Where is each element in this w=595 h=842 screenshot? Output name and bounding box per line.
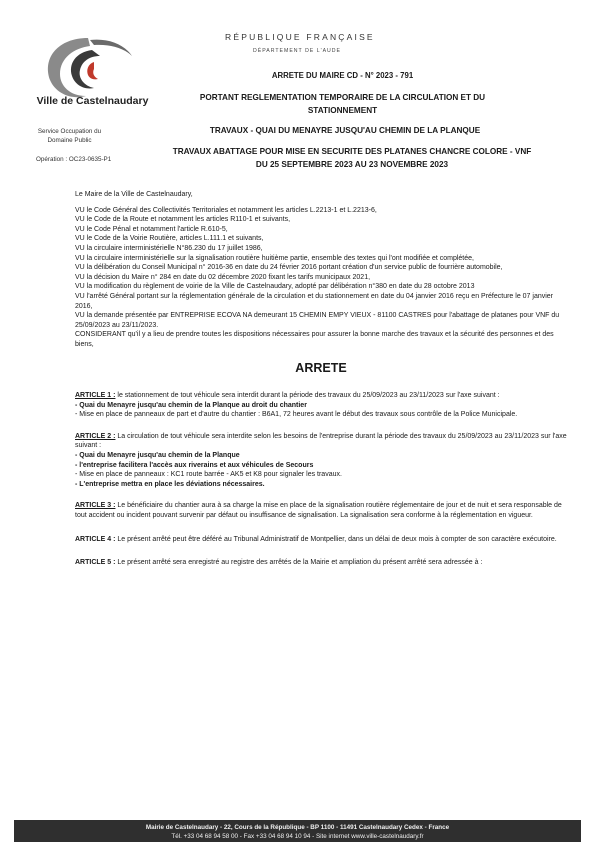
- works-description: [112, 145, 592, 171]
- decree-number: ARRETE DU MAIRE CD - N° 2023 - 791: [271, 71, 414, 80]
- preamble-item: VU l'arrêté Général portant sur la réglementation générale de la circulation et du stationnement en date du 04 janvier 2016 reçu en Préfecture le 07 janvier 2016,: [75, 292, 554, 310]
- operation-number: Opération : OC23-0635-P1: [36, 156, 112, 163]
- article-2-label: ARTICLE 2 :: [75, 432, 116, 440]
- article-1: [75, 391, 567, 401]
- article-3-text: Le bénéficiaire du chantier aura à sa charge la mise en place de la signalisation routière réglementaire de jour et de nuit et sera responsable de tout accident ou incident pouvant survenir par défaut ou insuffisance de signalisation. La signalisation sera conforme à la réglementation en vigueur.: [75, 502, 562, 520]
- article-4-text: Le présent arrêté peut être déféré au Tribunal Administratif de Montpellier, dans un délai de deux mois à compter de son caractère exécutoire.: [115, 535, 557, 543]
- article-5: [75, 558, 567, 568]
- preamble-item: VU le Code de la Voirie Routière, articles L.111.1 et suivants,: [75, 235, 264, 243]
- article-4: [75, 535, 567, 545]
- document-body: [75, 190, 567, 568]
- description-line: TRAVAUX ABATTAGE POUR MISE EN SECURITE DES PLATANES CHANCRE COLORE - VNF: [172, 147, 532, 156]
- preamble-item: VU le Code de la Route et notamment les articles R110-1 et suivants,: [75, 216, 291, 224]
- article-2-line: - Quai du Menayre jusqu'au chemin de la Planque: [75, 452, 240, 460]
- decree-subject: PORTANT REGLEMENTATION TEMPORAIRE DE LA CIRCULATION ET DU STATIONNEMENT: [199, 93, 486, 115]
- preamble-item: VU le Code Pénal et notamment l'article R.610-5,: [75, 225, 228, 233]
- article-2-line: - Mise en place de panneaux : KC1 route barrée - AK5 et K8 pour signaler les travaux.: [75, 471, 342, 479]
- article-2-line: - l'entreprise facilitera l'accès aux riverains et aux véhicules de Secours: [75, 461, 314, 469]
- article-2: [75, 432, 567, 451]
- article-1-text: le stationnement de tout véhicule sera interdit durant la période des travaux du 25/09/2023 au 23/11/2023 sur l'axe suivant :: [115, 392, 500, 400]
- preamble-item: VU le Code Général des Collectivités Territoriales et notamment les articles L.2213-1 et L.2213-6,: [75, 206, 377, 214]
- period-line: DU 25 SEPTEMBRE 2023 AU 23 NOVEMBRE 2023: [255, 160, 449, 169]
- service-name: Service Occupation du Domaine Public: [37, 128, 102, 144]
- article-3: [75, 501, 567, 520]
- preamble-intro: Le Maire de la Ville de Castelnaudary,: [75, 191, 193, 198]
- article-5-label: ARTICLE 5 :: [75, 559, 116, 567]
- footer-address: Mairie de Castelnaudary - 22, Cours de la République - BP 1100 - 11491 Castelnaudary Cedex - France: [145, 824, 450, 831]
- works-title: TRAVAUX - QUAI DU MENAYRE JUSQU'AU CHEMIN DE LA PLANQUE: [209, 126, 481, 135]
- article-2-text: La circulation de tout véhicule sera interdite selon les besoins de l'entreprise durant la période des travaux du 25/09/2023 au 23/11/2023 sur l'axe suivant :: [75, 432, 567, 450]
- preamble-item: VU la délibération du Conseil Municipal n° 2016-36 en date du 24 février 2016 portant création d'un service public de fourrière automobile,: [75, 264, 503, 272]
- article-3-label: ARTICLE 3 :: [75, 502, 116, 510]
- preamble-item: CONSIDERANT qu'il y a lieu de prendre toutes les dispositions nécessaires pour assurer la bonne marche des travaux et la sécurité des personnes et des biens,: [75, 331, 554, 348]
- article-1-line: - Mise en place de panneaux de part et d'autre du chantier : B6A1, 72 heures avant le début des travaux sous contrôle de la Police Municipale.: [75, 411, 518, 419]
- department-header: DÉPARTEMENT DE L'AUDE: [253, 48, 342, 54]
- preamble-item: VU la décision du Maire n° 284 en date du 02 décembre 2020 fixant les tarifs municipaux 2021,: [75, 273, 371, 281]
- decision-title: ARRETE: [295, 360, 347, 375]
- page-footer: [14, 820, 581, 842]
- preamble-item: VU la circulaire interministérielle N°86.230 du 17 juillet 1986,: [75, 244, 263, 252]
- republic-header: RÉPUBLIQUE FRANÇAISE: [225, 32, 375, 42]
- article-1-label: ARTICLE 1 :: [75, 392, 116, 400]
- article-4-label: ARTICLE 4 :: [75, 535, 116, 543]
- article-2-line: - L'entreprise mettra en place les déviations nécessaires.: [75, 480, 265, 488]
- article-5-text: Le présent arrêté sera enregistré au registre des arrêtés de la Mairie et ampliation du présent arrêté sera adressée à :: [115, 559, 483, 567]
- article-1-line: - Quai du Menayre jusqu'au chemin de la Planque au droit du chantier: [75, 401, 307, 409]
- preamble-item: VU la circulaire interministérielle sur la signalisation routière huitième partie, ensemble des textes qui l'ont modifiée et complétée,: [75, 254, 474, 262]
- logo-name: Ville de Castelnaudary: [36, 95, 149, 107]
- preamble-item: VU la demande présentée par ENTREPRISE ECOVA NA demeurant 15 CHEMIN EMPY VIEUX - 81100 CASTRES pour l'abattage de platanes pour VNF du 25/09/2023 au 23/11/2023.: [75, 312, 560, 329]
- footer-contact: Tél. +33 04 68 94 58 00 - Fax +33 04 68 94 10 94 - Site internet www.ville-castelnaudary.fr: [171, 833, 424, 840]
- preamble-item: VU la modification du règlement de voirie de la Ville de Castelnaudary, adopté par délibération n°380 en date du 28 octobre 2013: [75, 283, 475, 291]
